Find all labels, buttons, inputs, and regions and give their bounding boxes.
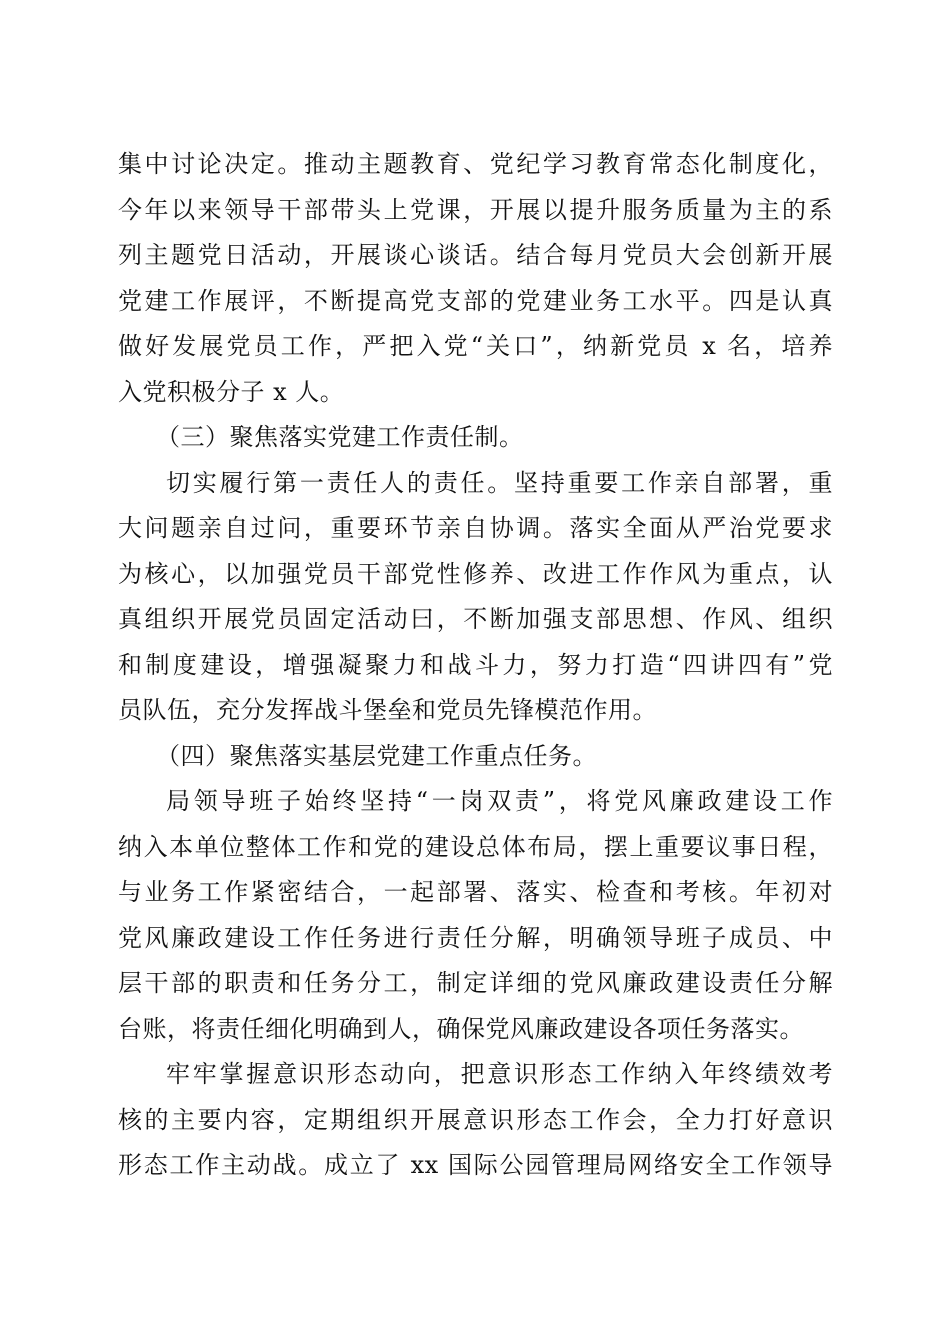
paragraph-3 [118, 779, 833, 1052]
text-line: 台账，将责任细化明确到人，确保党风廉政建设各项任务落实。 [118, 1014, 804, 1043]
text-line: 与业务工作紧密结合，一起部署、落实、检查和考核。年初对 [118, 878, 833, 906]
text-line: 纳入本单位整体工作和党的建设总体布局，摆上重要议事日程， [118, 832, 833, 861]
text-line: 员队伍，充分发挥战斗堡垒和党员先锋模范作用。 [118, 696, 657, 724]
text-line: 局领导班子始终坚持“一岗双责”，将党风廉政建设工作 [166, 787, 833, 815]
text-line: 层干部的职责和任务分工，制定详细的党风廉政建设责任分解 [118, 969, 833, 997]
paragraph-2 [118, 461, 833, 734]
text-line: 列主题党日活动，开展谈心谈话。结合每月党员大会创新开展 [118, 241, 833, 269]
document-page [118, 142, 833, 1189]
text-line: 切实履行第一责任人的责任。坚持重要工作亲自部署，重 [166, 468, 833, 497]
text-line: 做好发展党员工作，严把入党“关口”，纳新党员 x 名，培养 [118, 332, 833, 360]
text-line: 今年以来领导干部带头上党课，开展以提升服务质量为主的系 [118, 195, 833, 224]
text-line: 核的主要内容，定期组织开展意识形态工作会，全力打好意识 [118, 1105, 833, 1134]
text-line: 为核心，以加强党员干部党性修养、改进工作作风为重点，认 [118, 559, 833, 588]
text-line: 入党积极分子 x 人。 [118, 377, 345, 406]
text-line: 集中讨论决定。推动主题教育、党纪学习教育常态化制度化， [118, 150, 833, 178]
text-line: 党建工作展评，不断提高党支部的党建业务工水平。四是认真 [118, 286, 833, 315]
text-line: 真组织开展党员固定活动曰，不断加强支部思想、作风、组织 [118, 605, 833, 633]
text-line: 牢牢掌握意识形态动向，把意识形态工作纳入年终绩效考 [166, 1060, 833, 1088]
paragraph-1 [118, 142, 833, 415]
text-line: 党风廉政建设工作任务进行责任分解，明确领导班子成员、中 [118, 923, 833, 952]
text-line: 和制度建设，增强凝聚力和战斗力，努力打造“四讲四有”党 [118, 650, 833, 679]
section-heading-3: （三）聚焦落实党建工作责任制。 [156, 423, 524, 451]
section-heading-4: （四）聚焦落实基层党建工作重点任务。 [156, 741, 597, 770]
text-line: 形态工作主动战。成立了 xx 国际公园管理局网络安全工作领导 [118, 1151, 833, 1179]
paragraph-4 [118, 1052, 833, 1189]
text-line: 大问题亲自过问，重要环节亲自协调。落实全面从严治党要求 [118, 514, 833, 542]
